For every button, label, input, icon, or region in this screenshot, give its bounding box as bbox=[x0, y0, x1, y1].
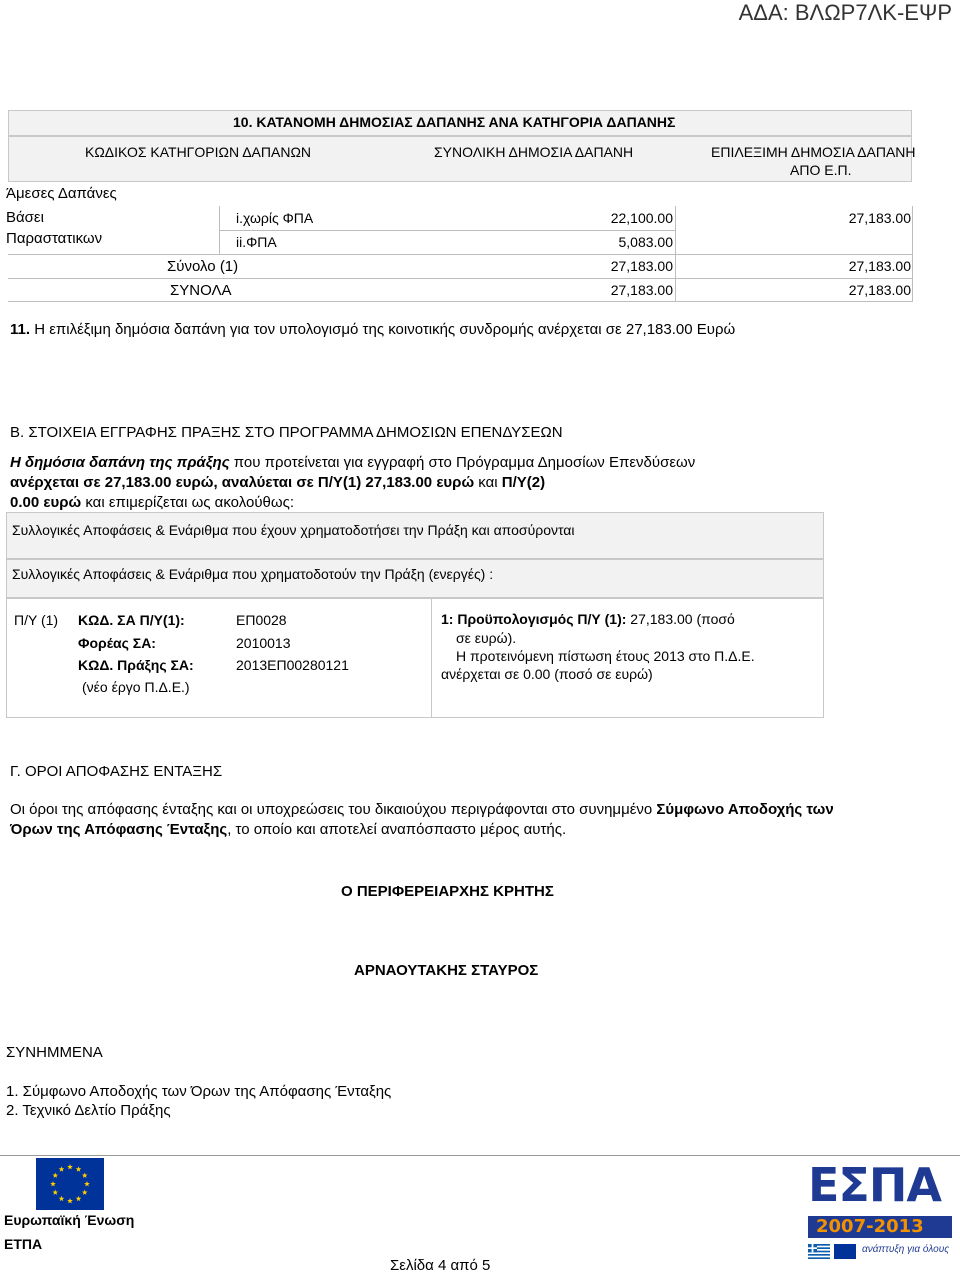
row2-total: 5,083.00 bbox=[618, 234, 673, 250]
footer-erdf-label: ΕΤΠΑ bbox=[4, 1236, 43, 1252]
col-header-category: ΚΩΔΙΚΟΣ ΚΑΤΗΓΟΡΙΩΝ ΔΑΠΑΝΩΝ bbox=[85, 144, 312, 160]
page-number: Σελίδα 4 από 5 bbox=[390, 1257, 491, 1274]
agency-value: 2010013 bbox=[236, 635, 291, 651]
agency-label: Φορέας ΣΑ: bbox=[78, 635, 156, 651]
attachments-title: ΣΥΝΗΜΜΕΝΑ bbox=[6, 1044, 103, 1061]
espa-logo-word: ΕΣΠΑ bbox=[808, 1158, 941, 1212]
withdrawn-decisions-label: Συλλογικές Αποφάσεις & Ενάριθμα που έχουν χρηματοδοτήσει την Πράξη και αποσύρονται bbox=[12, 522, 575, 538]
greek-flag-icon bbox=[808, 1244, 830, 1259]
section11-body: Η επιλέξιμη δημόσια δαπάνη για τον υπολογισμό της κοινοτικής συνδρομής ανέρχεται σε 27,183.00 Ευρώ bbox=[30, 321, 736, 338]
espa-logo bbox=[806, 1158, 956, 1268]
sa-code-label: ΚΩΔ. ΣΑ Π/Υ(1): bbox=[78, 612, 185, 628]
row-divider-h2 bbox=[8, 254, 912, 255]
espa-logo-slogan: ανάπτυξη για όλους bbox=[862, 1244, 950, 1255]
sectionB-para-line1 bbox=[10, 454, 695, 471]
row2-label: ii.ΦΠΑ bbox=[236, 234, 277, 250]
sectionG-p1-bold: Σύμφωνο Αποδοχής των bbox=[656, 801, 834, 818]
sectionB-p2-and: και bbox=[474, 474, 502, 491]
group-label: Άμεσες Δαπάνες bbox=[6, 185, 117, 202]
attachment-item-2: 2. Τεχνικό Δελτίο Πράξης bbox=[6, 1102, 171, 1119]
row1-label: i.χωρίς ΦΠΑ bbox=[236, 210, 314, 226]
budget-line2: σε ευρώ). bbox=[456, 630, 517, 646]
col-header-eligible: ΕΠΙΛΕΞΙΜΗ ΔΗΜΟΣΙΑ ΔΑΠΑΝΗ bbox=[711, 144, 916, 160]
active-decisions-label: Συλλογικές Αποφάσεις & Ενάριθμα που χρηματοδοτούν την Πράξη (ενεργές) : bbox=[12, 566, 494, 582]
total-eligible: 27,183.00 bbox=[848, 282, 911, 298]
sectionB-p2: ανέρχεται σε 27,183.00 ευρώ, αναλύεται σε Π/Υ(1) 27,183.00 ευρώ bbox=[10, 474, 475, 491]
project-code-value: 2013ΕΠ00280121 bbox=[236, 657, 349, 673]
budget-py-label: Π/Υ (1) bbox=[14, 612, 59, 628]
sectionG-p1: Οι όροι της απόφασης ένταξης και οι υποχρεώσεις του δικαιούχου περιγράφονται στο συνημμένο bbox=[10, 801, 657, 818]
budget-line3: Η προτεινόμενη πίστωση έτους 2013 στο Π.Δ.Ε. bbox=[456, 648, 755, 664]
sectionB-p3-rest: και επιμερίζεται ως ακολούθως: bbox=[81, 494, 294, 511]
sectionG-line2 bbox=[10, 821, 566, 838]
section11-text bbox=[10, 321, 735, 338]
attachment-item-1: 1. Σύμφωνο Αποδοχής των Όρων της Απόφασης Ένταξης bbox=[6, 1083, 392, 1100]
row-divider-h4 bbox=[8, 301, 912, 302]
category-name-1: Βάσει bbox=[6, 209, 44, 226]
project-code-label: ΚΩΔ. Πράξης ΣΑ: bbox=[78, 657, 194, 673]
budget-line4: ανέρχεται σε 0.00 (ποσό σε ευρώ) bbox=[441, 666, 653, 682]
footer-divider bbox=[0, 1155, 960, 1156]
sectionB-para-line2 bbox=[10, 474, 545, 491]
total-total: 27,183.00 bbox=[610, 282, 673, 298]
budget-line1-bold: 1: Προϋπολογισμός Π/Υ (1): bbox=[441, 611, 627, 627]
sectionB-p1-rest: που προτείνεται για εγγραφή στο Πρόγραμμα Δημοσίων Επενδύσεων bbox=[229, 454, 696, 471]
sectionG-title: Γ. ΟΡΟΙ ΑΠΟΦΑΣΗΣ ΕΝΤΑΞΗΣ bbox=[10, 763, 223, 780]
eu-mini-flag-icon bbox=[834, 1244, 856, 1259]
row1-eligible: 27,183.00 bbox=[848, 210, 911, 226]
budget-line1 bbox=[441, 611, 735, 627]
sa-code-value: ΕΠ0028 bbox=[236, 612, 287, 628]
ada-header: ΑΔΑ: ΒΛΩΡ7ΛΚ-ΕΨΡ bbox=[738, 0, 952, 25]
sectionG-p2-bold: Όρων της Απόφασης Ένταξης bbox=[10, 821, 228, 838]
section10-title: 10. ΚΑΤΑΝΟΜΗ ΔΗΜΟΣΙΑΣ ΔΑΠΑΝΗΣ ΑΝΑ ΚΑΤΗΓΟΡΙΑ ΔΑΠΑΝΗΣ bbox=[233, 114, 676, 130]
subtotal-total: 27,183.00 bbox=[610, 258, 673, 274]
sectionG-p2-rest: , το οποίο και αποτελεί αναπόσπαστο μέρος αυτής. bbox=[227, 821, 567, 838]
col-divider-b bbox=[912, 206, 913, 302]
sectionB-title: Β. ΣΤΟΙΧΕΙΑ ΕΓΓΡΑΦΗΣ ΠΡΑΞΗΣ ΣΤΟ ΠΡΟΓΡΑΜΜΑ ΔΗΜΟΣΙΩΝ ΕΠΕΝΔΥΣΕΩΝ bbox=[10, 424, 563, 441]
budget-box-left bbox=[6, 598, 432, 718]
col-divider-a bbox=[675, 206, 676, 302]
signature-role: Ο ΠΕΡΙΦΕΡΕΙΑΡΧΗΣ ΚΡΗΤΗΣ bbox=[341, 883, 554, 900]
sectionB-p3-bold: 0.00 ευρώ bbox=[10, 494, 82, 511]
row1-total: 22,100.00 bbox=[610, 210, 673, 226]
subtotal-eligible: 27,183.00 bbox=[848, 258, 911, 274]
section11-num: 11. bbox=[10, 321, 31, 338]
budget-line1-rest: 27,183.00 (ποσό bbox=[626, 611, 735, 627]
sectionG-line1 bbox=[10, 801, 834, 818]
subtotal-label: Σύνολο (1) bbox=[167, 258, 239, 275]
row-divider-h3 bbox=[8, 278, 912, 279]
total-label: ΣΥΝΟΛΑ bbox=[170, 282, 232, 299]
eu-flag-icon bbox=[36, 1158, 104, 1210]
signature-name: ΑΡΝΑΟΥΤΑΚΗΣ ΣΤΑΥΡΟΣ bbox=[354, 962, 539, 979]
new-project-note: (νέο έργο Π.Δ.Ε.) bbox=[82, 679, 190, 695]
sectionB-p2-end: Π/Υ(2) bbox=[501, 474, 546, 491]
footer-eu-label: Ευρωπαϊκή Ένωση bbox=[4, 1212, 135, 1228]
col-header-eligible-2: ΑΠΟ Ε.Π. bbox=[790, 162, 852, 178]
sectionB-para-line3 bbox=[10, 494, 294, 511]
sectionB-p1-italic: Η δημόσια δαπάνη της πράξης bbox=[10, 454, 230, 471]
row-divider-h1 bbox=[219, 230, 675, 231]
col-header-total: ΣΥΝΟΛΙΚΗ ΔΗΜΟΣΙΑ ΔΑΠΑΝΗ bbox=[434, 144, 634, 160]
category-name-2: Παραστατικων bbox=[6, 230, 103, 247]
espa-logo-years: 2007-2013 bbox=[816, 1216, 924, 1237]
